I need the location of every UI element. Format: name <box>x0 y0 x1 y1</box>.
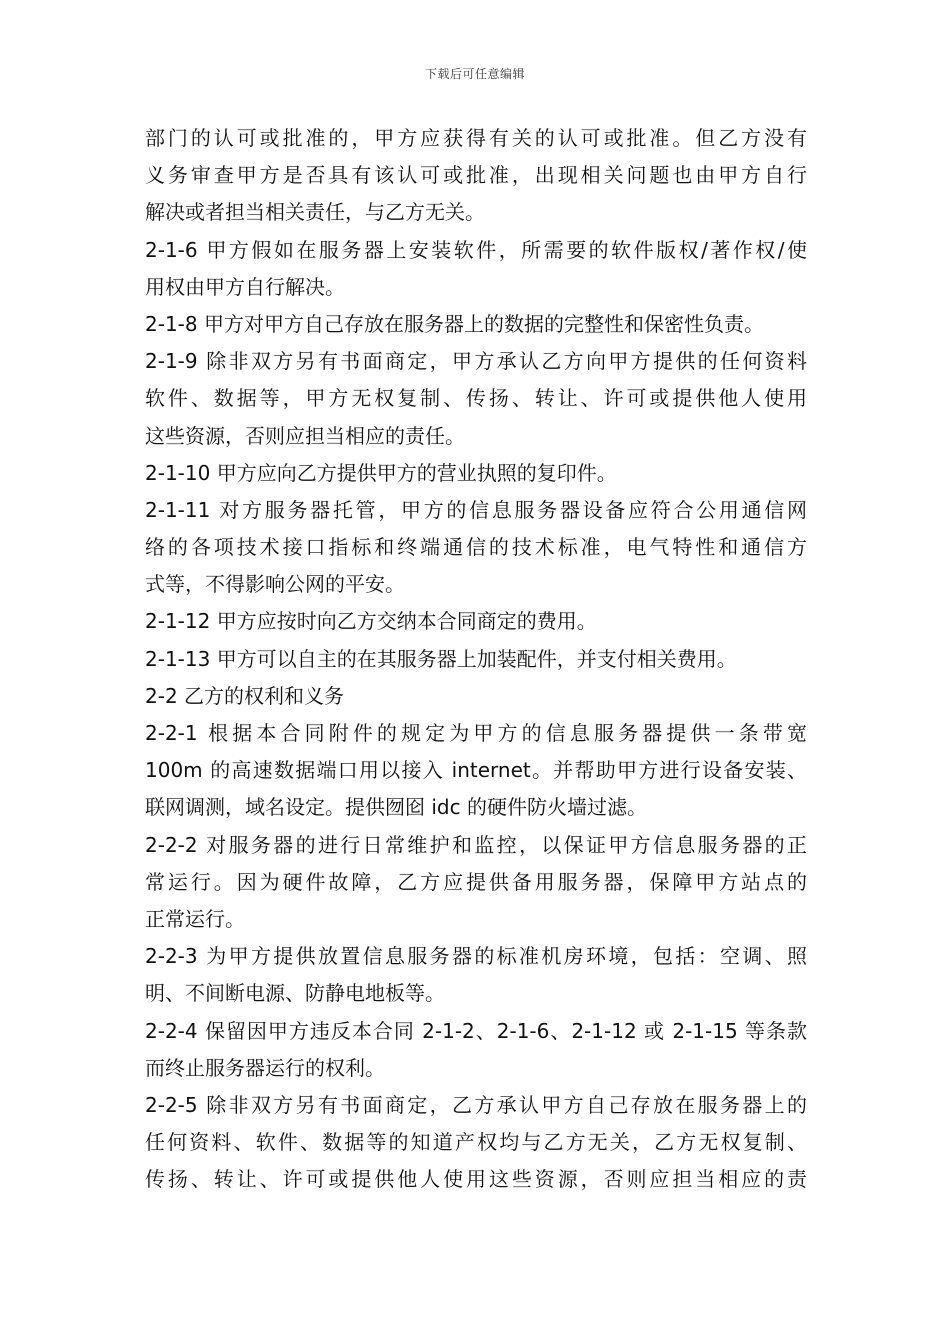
text-line: 2-2-5 除非双方另有书面商定，乙方承认甲方自己存放在服务器上的 <box>145 1092 807 1117</box>
text-line: 2-2-4 保留因甲方违反本合同 2-1-2、2-1-6、2-1-12 或 2-1-15 等条款 <box>145 1018 807 1043</box>
text-line: 软件、数据等，甲方无权复制、传扬、转让、许可或提供他人使用 <box>145 386 807 411</box>
text-line: 联网调测，域名设定。提供囫囵 idc 的硬件防火墙过滤。 <box>145 795 647 820</box>
text-line: 常运行。因为硬件故障，乙方应提供备用服务器，保障甲方站点的 <box>145 869 807 894</box>
text-line: 2-1-13 甲方可以自主的在其服务器上加装配件，并支付相关费用。 <box>145 646 737 671</box>
text-line: 2-1-12 甲方应按时向乙方交纳本合同商定的费用。 <box>145 609 597 634</box>
text-line: 2-1-9 除非双方另有书面商定，甲方承认乙方向甲方提供的任何资料 <box>145 349 807 374</box>
text-line: 任何资料、软件、数据等的知道产权均与乙方无关，乙方无权复制、 <box>145 1130 807 1155</box>
text-line: 2-1-8 甲方对甲方自己存放在服务器上的数据的完整性和保密性负责。 <box>145 311 764 336</box>
text-line: 用权由甲方自行解决。 <box>145 274 345 299</box>
text-line: 2-2 乙方的权利和义务 <box>145 683 345 708</box>
text-line: 明、不间断电源、防静电地板等。 <box>145 981 445 1006</box>
text-line: 100m 的高速数据端口用以接入 internet。并帮助甲方进行设备安装、 <box>145 758 807 783</box>
page-header: 下载后可任意编辑 <box>424 67 525 81</box>
text-line: 2-2-3 为甲方提供放置信息服务器的标准机房环境，包括：空调、照 <box>145 944 807 969</box>
text-line: 部门的认可或批准的，甲方应获得有关的认可或批准。但乙方没有 <box>145 126 807 150</box>
text-line: 这些资源，否则应担当相应的责任。 <box>145 423 465 448</box>
text-line: 式等，不得影响公网的平安。 <box>145 572 405 597</box>
text-line: 2-1-11 对方服务器托管，甲方的信息服务器设备应符合公用通信网 <box>145 497 807 522</box>
document-body <box>145 120 807 1198</box>
text-line: 络的各项技术接口指标和终端通信的技术标准，电气特性和通信方 <box>145 535 807 560</box>
text-line: 2-2-2 对服务器的进行日常维护和监控，以保证甲方信息服务器的正 <box>145 832 807 857</box>
text-line: 2-2-1 根据本合同附件的规定为甲方的信息服务器提供一条带宽 <box>145 721 807 745</box>
text-line: 而终止服务器运行的权利。 <box>145 1055 385 1080</box>
text-line: 2-1-10 甲方应向乙方提供甲方的营业执照的复印件。 <box>145 460 617 485</box>
text-line: 义务审查甲方是否具有该认可或批准，出现相关问题也由甲方自行 <box>145 163 807 188</box>
text-line: 解决或者担当相关责任，与乙方无关。 <box>145 200 485 225</box>
text-line: 正常运行。 <box>145 906 245 931</box>
text-line: 2-1-6 甲方假如在服务器上安装软件，所需要的软件版权/著作权/使 <box>145 237 807 262</box>
text-line: 传扬、转让、许可或提供他人使用这些资源，否则应担当相应的责 <box>145 1167 807 1192</box>
